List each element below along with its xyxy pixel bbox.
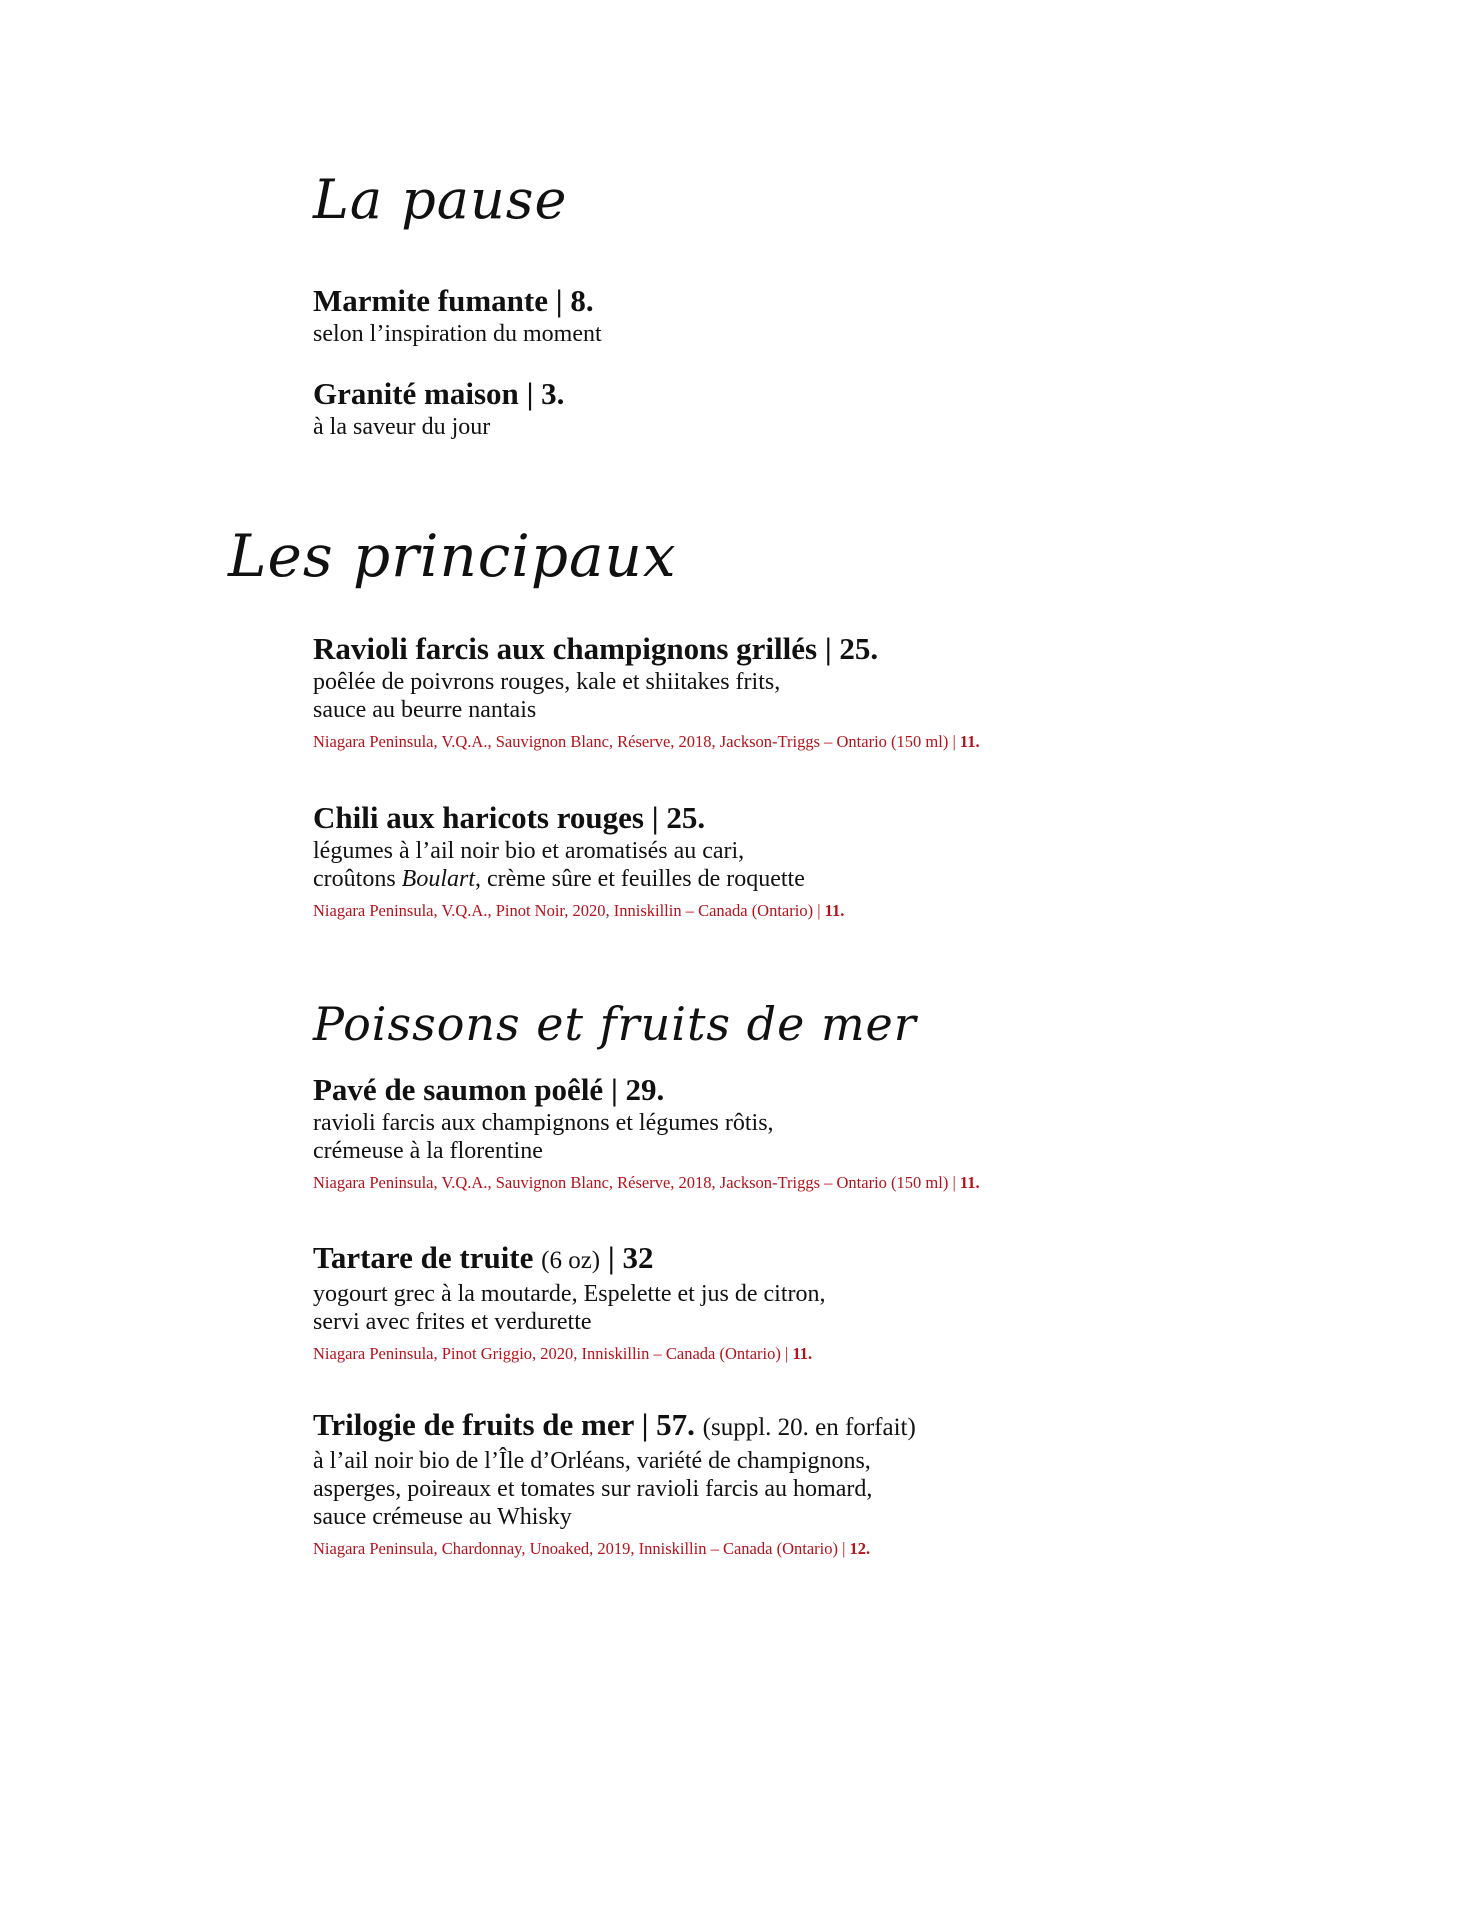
item-price: 25. [839, 631, 879, 666]
item-description: crémeuse à la florentine [313, 1138, 543, 1164]
menu-item [313, 1239, 1413, 1364]
item-description: à l’ail noir bio de l’Île d’Orléans, variété de champignons, [313, 1448, 871, 1474]
item-title: Tartare de truite (6 oz) | 32 [313, 1240, 654, 1275]
item-description: sauce au beurre nantais [313, 697, 537, 723]
item-description: asperges, poireaux et tomates sur ravioli farcis au homard, [313, 1476, 873, 1502]
item-name: Ravioli farcis aux champignons grillés [313, 631, 818, 666]
menu-item [313, 630, 1413, 752]
item-title: Ravioli farcis aux champignons grillés | 25. [313, 631, 879, 666]
item-description: selon l’inspiration du moment [313, 321, 602, 347]
item-description: ravioli farcis aux champignons et légumes rôtis, [313, 1110, 774, 1136]
wine-pairing [313, 732, 1413, 752]
menu-item [313, 282, 1413, 348]
item-price: 32 [622, 1240, 654, 1275]
item-name: Pavé de saumon poêlé [313, 1072, 604, 1107]
item-price: 3. [541, 376, 565, 411]
section-title-principaux: Les principaux [228, 522, 677, 590]
brand-name: Boulart [401, 866, 475, 892]
section-title-poissons: Poissons et fruits de mer [313, 997, 917, 1051]
menu-item [313, 1071, 1413, 1193]
item-price: 29. [625, 1072, 665, 1107]
item-name: Marmite fumante [313, 283, 548, 318]
item-title: Granité maison | 3. [313, 376, 565, 411]
wine-description: Niagara Peninsula, V.Q.A., Sauvignon Blanc, Réserve, 2018, Jackson-Triggs – Ontario (150 ml) | [313, 732, 956, 751]
menu-item [313, 1406, 1413, 1559]
item-name: Trilogie de fruits de mer [313, 1407, 634, 1442]
wine-description: Niagara Peninsula, V.Q.A., Pinot Noir, 2020, Inniskillin – Canada (Ontario) | [313, 901, 821, 920]
item-description: sauce crémeuse au Whisky [313, 1504, 572, 1530]
wine-pairing [313, 1344, 1413, 1364]
desc-text: croûtons [313, 866, 402, 892]
item-title: Chili aux haricots rouges | 25. [313, 800, 706, 835]
desc-text: , crème sûre et feuilles de roquette [475, 866, 805, 892]
wine-description: Niagara Peninsula, Pinot Griggio, 2020, Inniskillin – Canada (Ontario) | [313, 1344, 789, 1363]
wine-description: Niagara Peninsula, V.Q.A., Sauvignon Blanc, Réserve, 2018, Jackson-Triggs – Ontario (150 ml) | [313, 1173, 956, 1192]
item-qualifier: (6 oz) [541, 1247, 601, 1274]
wine-price: 11. [959, 732, 980, 751]
wine-pairing [313, 1173, 1413, 1193]
item-name: Chili aux haricots rouges [313, 800, 644, 835]
item-title: Trilogie de fruits de mer | 57. (suppl. 20. en forfait) [313, 1407, 916, 1442]
section-title-pause: La pause [313, 168, 568, 231]
wine-price: 11. [959, 1173, 980, 1192]
item-name: Tartare de truite [313, 1240, 534, 1275]
wine-price: 11. [824, 901, 845, 920]
item-title: Pavé de saumon poêlé | 29. [313, 1072, 665, 1107]
wine-pairing [313, 1539, 1413, 1559]
item-description: servi avec frites et verdurette [313, 1309, 592, 1335]
item-price: 57. [656, 1407, 695, 1442]
item-note: (suppl. 20. en forfait) [702, 1414, 916, 1441]
item-description: poêlée de poivrons rouges, kale et shiitakes frits, [313, 669, 781, 695]
wine-price: 11. [792, 1344, 813, 1363]
wine-pairing [313, 901, 1413, 921]
wine-price: 12. [849, 1539, 871, 1558]
menu-item [313, 375, 1413, 441]
item-description: légumes à l’ail noir bio et aromatisés au cari, [313, 838, 745, 864]
item-description [313, 865, 1413, 893]
item-price: 8. [570, 283, 594, 318]
item-name: Granité maison [313, 376, 519, 411]
item-price: 25. [666, 800, 706, 835]
item-description: à la saveur du jour [313, 414, 491, 440]
item-description: yogourt grec à la moutarde, Espelette et jus de citron, [313, 1281, 826, 1307]
menu-item [313, 799, 1413, 921]
item-title: Marmite fumante | 8. [313, 283, 594, 318]
wine-description: Niagara Peninsula, Chardonnay, Unoaked, 2019, Inniskillin – Canada (Ontario) | [313, 1539, 846, 1558]
